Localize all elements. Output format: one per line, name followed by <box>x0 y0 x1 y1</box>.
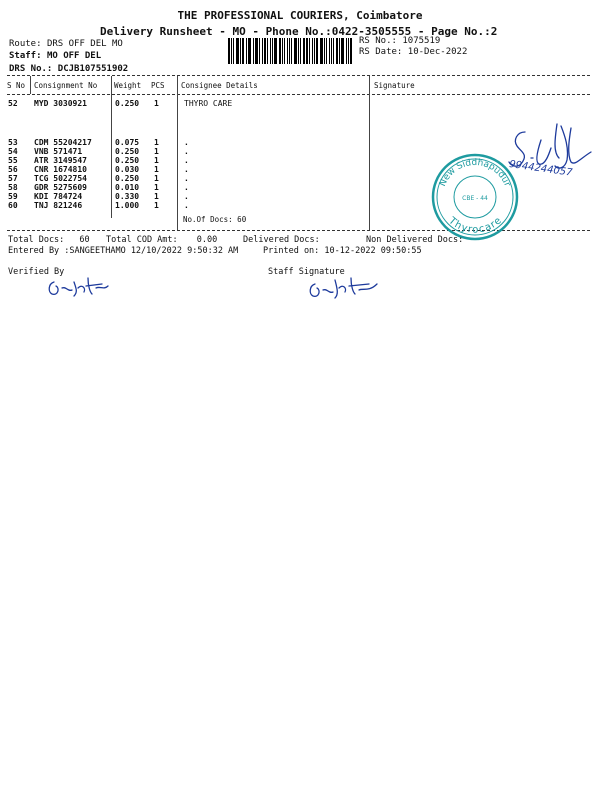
cell-details: . <box>184 183 189 192</box>
barcode-bar <box>246 38 247 64</box>
stamp-bottom-text: Thyrocare <box>446 215 504 236</box>
total-docs <box>8 235 90 245</box>
barcode-bar <box>248 38 249 64</box>
cell-pcs: 1 <box>154 192 159 201</box>
barcode-bar <box>320 38 323 64</box>
total-cod-label: Total COD Amt: <box>106 235 178 245</box>
cell-sno: 57 <box>8 174 18 183</box>
barcode-bar <box>291 38 292 64</box>
cell-weight: 0.250 <box>115 174 140 183</box>
verified-by-label: Verified By <box>8 267 65 277</box>
cell-details: . <box>184 156 189 165</box>
barcode-bar <box>350 38 352 64</box>
drs-line <box>9 64 128 74</box>
cell-weight: 0.010 <box>115 183 140 192</box>
barcode-bar <box>249 38 251 64</box>
table-top-rule <box>7 75 590 76</box>
rs-no-value: 1075519 <box>402 36 441 46</box>
rs-no-label: RS No.: <box>359 36 397 46</box>
barcode-bar <box>240 38 241 64</box>
route-label: Route: <box>9 39 42 49</box>
drs-label: DRS No.: <box>9 64 53 74</box>
cell-consignment: ATR 3149547 <box>34 156 87 165</box>
cell-weight: 0.330 <box>115 192 140 201</box>
non-delivered-docs-label: Non Delivered Docs: <box>366 235 464 245</box>
barcode-bar <box>274 38 277 64</box>
barcode-bar <box>270 38 271 64</box>
barcode-bar <box>300 38 301 64</box>
cell-pcs: 1 <box>154 147 159 156</box>
barcode-bar <box>284 38 285 64</box>
th-signature: Signature <box>374 81 415 90</box>
barcode-bar <box>331 38 332 64</box>
cell-weight: 1.000 <box>115 201 140 210</box>
cell-sno: 52 <box>8 99 18 108</box>
barcode-bar <box>329 38 331 64</box>
receiver-signature-scribble <box>505 118 595 190</box>
barcode-bar <box>316 38 318 64</box>
cell-pcs: 1 <box>154 99 159 108</box>
company-title: THE PROFESSIONAL COURIERS, Coimbatore <box>177 9 423 22</box>
th-consignment: Consignment No <box>34 81 98 90</box>
barcode-bar <box>303 38 305 64</box>
barcode-bar <box>324 38 325 64</box>
barcode-bar <box>348 38 349 64</box>
cell-consignment: CNR 1674810 <box>34 165 87 174</box>
delivered-docs-label: Delivered Docs: <box>243 235 320 245</box>
staff-label: Staff: <box>9 51 42 61</box>
barcode-graphic <box>228 38 354 64</box>
barcode-bar <box>314 38 315 64</box>
barcode-bar <box>336 38 338 64</box>
receiver-phone-note: 9944244057 <box>508 159 574 179</box>
barcode-bar <box>242 38 244 64</box>
cell-details: THYRO CARE <box>184 99 233 108</box>
cell-details: . <box>184 201 189 210</box>
cell-sno: 56 <box>8 165 18 174</box>
th-weight: Weight <box>114 81 142 90</box>
cell-pcs: 1 <box>154 138 159 147</box>
th-pcs: PCS <box>151 81 165 90</box>
col-divider <box>30 76 31 94</box>
barcode-bar <box>287 38 289 64</box>
cell-sno: 55 <box>8 156 18 165</box>
cell-consignment: TNJ 821246 <box>34 201 83 210</box>
barcode-bar <box>294 38 297 64</box>
barcode-bar <box>233 38 234 64</box>
total-cod <box>106 235 217 245</box>
cell-weight: 0.250 <box>115 147 140 156</box>
cell-pcs: 1 <box>154 156 159 165</box>
rs-no-line <box>359 36 440 46</box>
cell-details: . <box>184 138 189 147</box>
barcode-bar <box>282 38 283 64</box>
cell-pcs: 1 <box>154 183 159 192</box>
th-sno: S No <box>7 81 26 90</box>
barcode-bar <box>255 38 258 64</box>
table-header-rule <box>7 94 590 95</box>
cell-pcs: 1 <box>154 201 159 210</box>
staff-line <box>9 51 101 61</box>
stamp-center-text: CBE - 44 <box>462 195 488 202</box>
barcode-bar <box>333 38 334 64</box>
route-line <box>9 39 123 49</box>
barcode-bar <box>312 38 313 64</box>
entered-by: Entered By :SANGEETHAMO 12/10/2022 9:50:32 AM <box>8 246 239 256</box>
barcode-bar <box>339 38 340 64</box>
barcode-bar <box>309 38 310 64</box>
cell-weight: 0.075 <box>115 138 140 147</box>
stamp-top-text: New Siddhapudur <box>438 157 512 189</box>
barcode-bar <box>346 38 347 64</box>
barcode-bar <box>253 38 254 64</box>
cell-consignment: MYD 3030921 <box>34 99 87 108</box>
barcode-bar <box>306 38 308 64</box>
barcode-bar <box>228 38 230 64</box>
cell-details: . <box>184 147 189 156</box>
cell-weight: 0.030 <box>115 165 140 174</box>
barcode-bar <box>272 38 273 64</box>
cell-weight: 0.250 <box>115 156 140 165</box>
cell-weight: 0.250 <box>115 99 140 108</box>
cell-pcs: 1 <box>154 165 159 174</box>
staff-signature-label: Staff Signature <box>268 267 345 277</box>
cell-details: . <box>184 174 189 183</box>
no-of-docs: No.Of Docs: 60 <box>183 215 247 224</box>
staff-value: MO OFF DEL <box>46 51 102 61</box>
cell-pcs: 1 <box>154 174 159 183</box>
route-value: DRS OFF DEL MO <box>46 39 123 49</box>
barcode-bar <box>236 38 239 64</box>
barcode-bar <box>231 38 232 64</box>
cell-sno: 54 <box>8 147 18 156</box>
runsheet-subtitle: Delivery Runsheet - MO - Phone No.:0422-3505555 - Page No.:2 <box>100 25 498 38</box>
barcode-bar <box>289 38 290 64</box>
total-cod-value: 0.00 <box>196 235 218 245</box>
total-docs-label: Total Docs: <box>8 235 65 245</box>
cell-consignment: CDM 55204217 <box>34 138 92 147</box>
table-row <box>0 99 600 109</box>
rs-date-label: RS Date: <box>359 47 403 57</box>
cell-consignment: VNB 571471 <box>34 147 83 156</box>
cell-sno: 60 <box>8 201 18 210</box>
cell-sno: 53 <box>8 138 18 147</box>
barcode-bar <box>262 38 263 64</box>
barcode-bar <box>298 38 299 64</box>
barcode-bar <box>264 38 266 64</box>
th-consignee: Consignee Details <box>181 81 258 90</box>
cell-consignment: GDR 5275609 <box>34 183 87 192</box>
staff-signature-scribble <box>305 274 385 302</box>
cell-sno: 59 <box>8 192 18 201</box>
barcode-bar <box>267 38 268 64</box>
verifier-signature-scribble <box>44 274 110 300</box>
barcode-bar <box>341 38 344 64</box>
total-docs-value: 60 <box>79 235 90 245</box>
barcode-bar <box>259 38 260 64</box>
printed-on: Printed on: 10-12-2022 09:50:55 <box>263 246 422 256</box>
barcode-bar <box>279 38 281 64</box>
drs-value: DCJB107551902 <box>57 64 129 74</box>
cell-sno: 58 <box>8 183 18 192</box>
barcode-bar <box>326 38 327 64</box>
rs-date-value: 10-Dec-2022 <box>407 47 468 57</box>
cell-consignment: TCG 5022754 <box>34 174 87 183</box>
cell-details: . <box>184 165 189 174</box>
cell-details: . <box>184 192 189 201</box>
rs-date-line <box>359 47 467 57</box>
cell-consignment: KDI 784724 <box>34 192 83 201</box>
